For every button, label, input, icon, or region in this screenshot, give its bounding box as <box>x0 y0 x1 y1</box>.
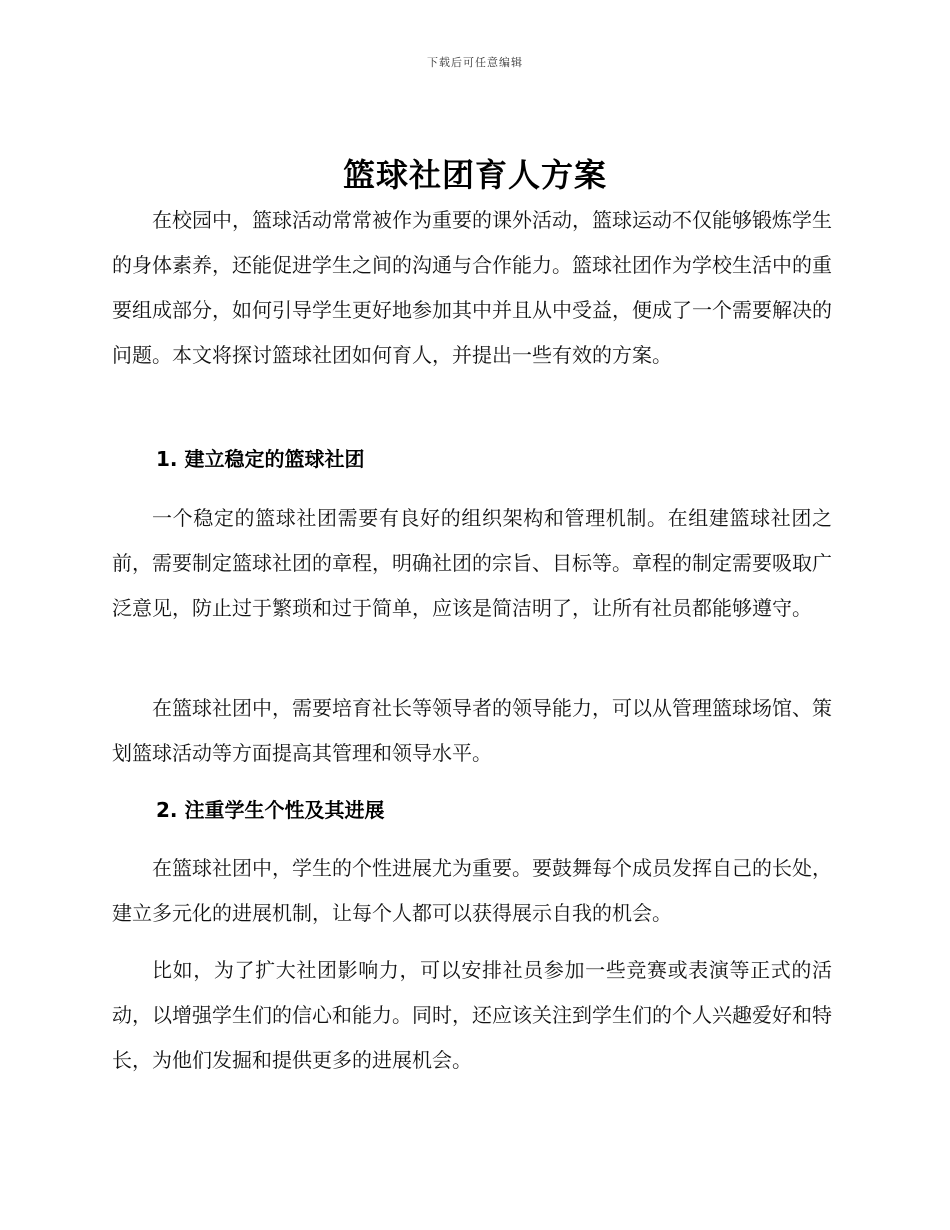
document-title: 篮球社团育人方案 <box>342 156 607 194</box>
section-1-paragraph-2: 在篮球社团中，需要培育社长等领导者的领导能力，可以从管理篮球场馆、策划篮球活动等方面提高其管理和领导水平。 <box>112 696 832 765</box>
section-2-paragraph-2: 比如，为了扩大社团影响力，可以安排社员参加一些竞赛或表演等正式的活动，以增强学生们的信心和能力。同时，还应该关注到学生们的个人兴趣爱好和特长，为他们发掘和提供更多的进展机会。 <box>112 958 832 1072</box>
intro-paragraph: 在校园中，篮球活动常常被作为重要的课外活动，篮球运动不仅能够锻炼学生的身体素养，还能促进学生之间的沟通与合作能力。篮球社团作为学校生活中的重要组成部分，如何引导学生更好地参加其中并且从中受益，便成了一个需要解决的问题。本文将探讨篮球社团如何育人，并提出一些有效的方案。 <box>112 208 832 367</box>
section-2-paragraph-1: 在篮球社团中，学生的个性进展尤为重要。要鼓舞每个成员发挥自己的长处，建立多元化的进展机制，让每个人都可以获得展示自我的机会。 <box>112 856 832 925</box>
section-heading-1: 1. 建立稳定的篮球社团 <box>156 447 365 471</box>
section-heading-2: 2. 注重学生个性及其进展 <box>156 798 385 822</box>
header-note: 下载后可任意编辑 <box>427 56 523 69</box>
section-1-paragraph-1: 一个稳定的篮球社团需要有良好的组织架构和管理机制。在组建篮球社团之前，需要制定篮球社团的章程，明确社团的宗旨、目标等。章程的制定需要吸取广泛意见，防止过于繁琐和过于简单，应该是简洁明了，让所有社员都能够遵守。 <box>112 506 832 620</box>
